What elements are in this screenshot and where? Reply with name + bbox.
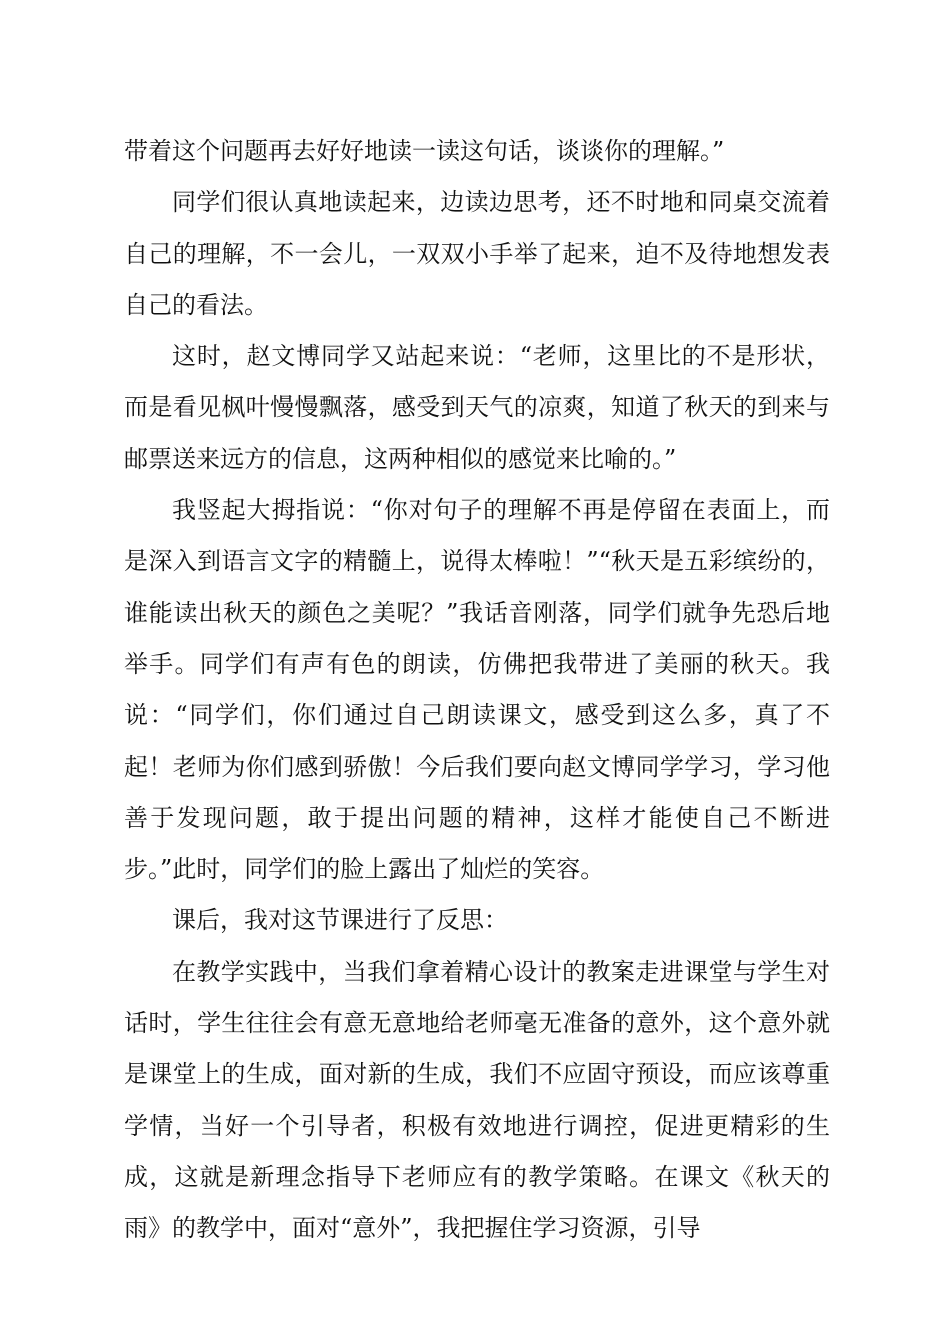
document-page — [124, 126, 830, 1255]
paragraph-5: 课后，我对这节课进行了反思： — [172, 906, 508, 935]
paragraph-1: 带着这个问题再去好好地读一读这句话，谈谈你的理解。” — [124, 137, 725, 165]
paragraph-4: 我竖起大拇指说：“你对句子的理解不再是停留在表面上，而是深入到语言文字的精髓上，说得太棒啦！”“秋天是五彩缤纷的，谁能读出秋天的颜色之美呢？”我话音刚落，同学们就争先恐后地举手。同学们有声有色的朗读，仿佛把我带进了美丽的秋天。我说：“同学们，你们通过自己朗读课文，感受到这么多，真了不起！老师为你们感到骄傲！今后我们要向赵文博同学学习，学习他善于发现问题，敢于提出问题的精神，这样才能使自己不断进步。”此时，同学们的脸上露出了灿烂的笑容。 — [124, 496, 830, 884]
paragraph-2: 同学们很认真地读起来，边读边思考，还不时地和同桌交流着自己的理解，不一会儿，一双双小手举了起来，迫不及待地想发表自己的看法。 — [124, 188, 830, 319]
paragraph-6: 在教学实践中，当我们拿着精心设计的教案走进课堂与学生对话时，学生往往会有意无意地给老师毫无准备的意外，这个意外就是课堂上的生成，面对新的生成，我们不应固守预设，而应该尊重学情，当好一个引导者，积极有效地进行调控，促进更精彩的生成，这就是新理念指导下老师应有的教学策略。在课文《秋天的雨》的教学中，面对“意外”，我把握住学习资源，引导 — [124, 957, 830, 1243]
paragraph-3: 这时，赵文博同学又站起来说：“老师，这里比的不是形状，而是看见枫叶慢慢飘落，感受到天气的凉爽，知道了秋天的到来与邮票送来远方的信息，这两种相似的感觉来比喻的。” — [124, 342, 830, 473]
